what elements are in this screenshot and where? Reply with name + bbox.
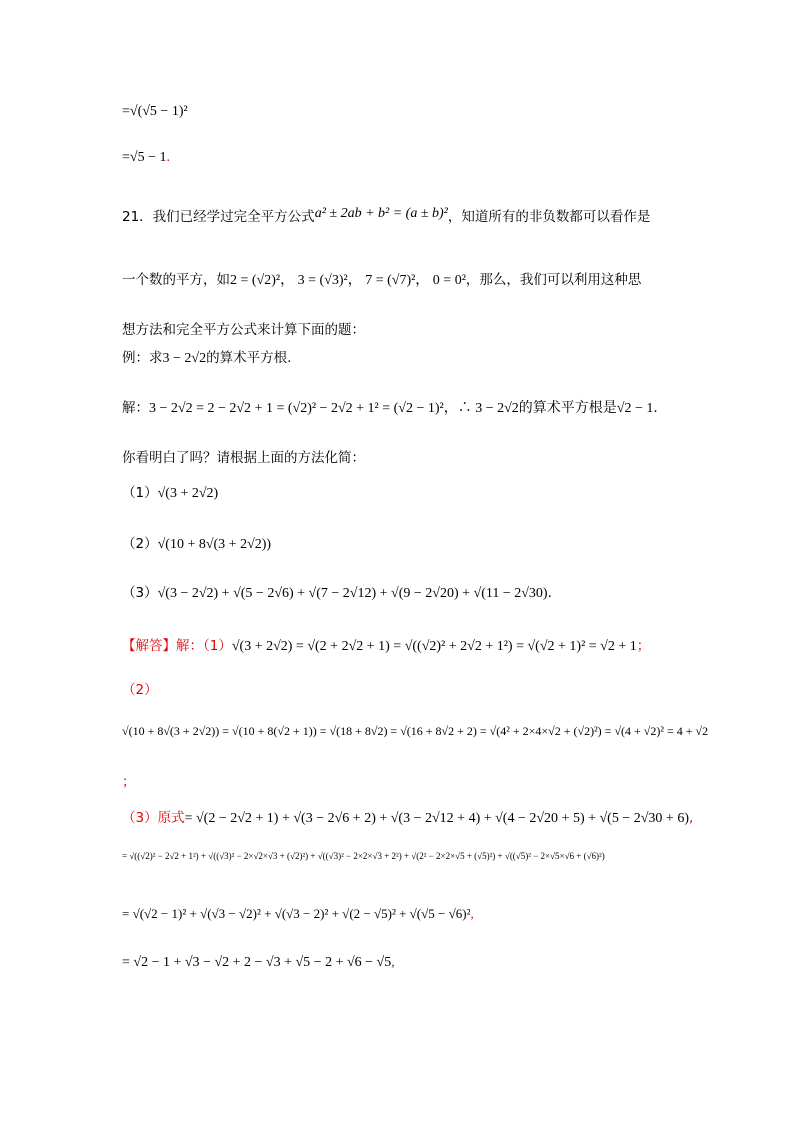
problem-2-expression: √(10 + 8√(3 + 2√2))	[157, 537, 272, 552]
answer-2-label: （2）	[122, 682, 158, 698]
question-21-line-1: 21．我们已经学过完全平方公式a² ± 2ab + b² = (a ± b)²，知道所有的非负数都可以看作是	[122, 206, 651, 225]
prompt-line: 你看明白了吗？请根据上面的方法化简：	[122, 450, 365, 466]
square-examples: 2 = (√2)²， 3 = (√3)²， 7 = (√7)²， 0 = 0²	[230, 273, 466, 288]
answer-2-end: ；	[122, 774, 136, 790]
problem-2: （2）√(10 + 8√(3 + 2√2))	[122, 536, 272, 552]
question-21-line-2: 一个数的平方，如2 = (√2)²， 3 = (√3)²， 7 = (√7)²， 0 = 0²，那么，我们可以利用这种思	[122, 272, 642, 288]
answer-2-expression: √(10 + 8√(3 + 2√2)) = √(10 + 8(√2 + 1)) = √(18 + 8√2) = √(16 + 8√2 + 2) = √(4² + 2×4×√2 + (√2)²) = √(4 + √2)² = 4 + √2	[122, 724, 709, 738]
answer-1-expression: √(3 + 2√2) = √(2 + 2√2 + 1) = √((√2)² + 2√2 + 1²) = √(√2 + 1)² = √2 + 1	[231, 639, 637, 654]
example-solution: 解：3 − 2√2 = 2 − 2√2 + 1 = (√2)² − 2√2 + 1² = (√2 − 1)²，∴ 3 − 2√2的算术平方根是√2 − 1.	[122, 400, 658, 416]
problem-3: （3）√(3 − 2√2) + √(5 − 2√6) + √(7 − 2√12) + √(9 − 2√20) + √(11 − 2√30).	[122, 585, 552, 601]
answer-3-line-4: = √2 − 1 + √3 − √2 + 2 − √3 + √5 − 2 + √6 − √5,	[122, 955, 395, 970]
perfect-square-formula: a² ± 2ab + b² = (a ± b)²	[314, 206, 448, 221]
problem-1: （1）√(3 + 2√2)	[122, 485, 219, 501]
solution-expression: 3 − 2√2 = 2 − 2√2 + 1 = (√2)² − 2√2 + 1² = (√2 − 1)²	[149, 401, 444, 416]
answer-3-line-1: （3）原式= √(2 − 2√2 + 1) + √(3 − 2√6 + 2) + √(3 − 2√12 + 4) + √(4 − 2√20 + 5) + √(5 − 2√30 + 6),	[122, 810, 694, 826]
question-21-intro: 21．我们已经学过完全平方公式	[122, 209, 315, 225]
example-expression: 3 − 2√2	[162, 351, 207, 366]
answer-3-expression-1: = √(2 − 2√2 + 1) + √(3 − 2√6 + 2) + √(3 − 2√12 + 4) + √(4 − 2√20 + 5) + √(5 − 2√30 + 6)	[184, 811, 689, 826]
step-line-1: =√(√5 − 1)²	[122, 104, 188, 119]
answer-3-line-2: = √((√2)² − 2√2 + 1²) + √((√3)² − 2×√2×√3 + (√2)²) + √((√3)² − 2×2×√3 + 2²) + √(2² − 2×2×√5 + (√5)²) + √((√5)² − 2×√5×√6 + (√6)²)	[122, 851, 605, 861]
answer-3-line-3: = √(√2 − 1)² + √(√3 − √2)² + √(√3 − 2)² + √(2 − √5)² + √(√5 − √6)²,	[122, 906, 474, 921]
step-line-2: =√5 − 1.	[122, 150, 170, 165]
question-21-line-3: 想方法和完全平方公式来计算下面的题：	[122, 322, 365, 338]
problem-1-expression: √(3 + 2√2)	[157, 486, 219, 501]
answer-label: 【解答】解：（1）	[122, 638, 232, 654]
answer-1: 【解答】解：（1）√(3 + 2√2) = √(2 + 2√2 + 1) = √((√2)² + 2√2 + 1²) = √(√2 + 1)² = √2 + 1；	[122, 638, 651, 654]
problem-3-expression: √(3 − 2√2) + √(5 − 2√6) + √(7 − 2√12) + √(9 − 2√20) + √(11 − 2√30)	[157, 586, 548, 601]
example-line: 例：求3 − 2√2的算术平方根.	[122, 350, 292, 366]
